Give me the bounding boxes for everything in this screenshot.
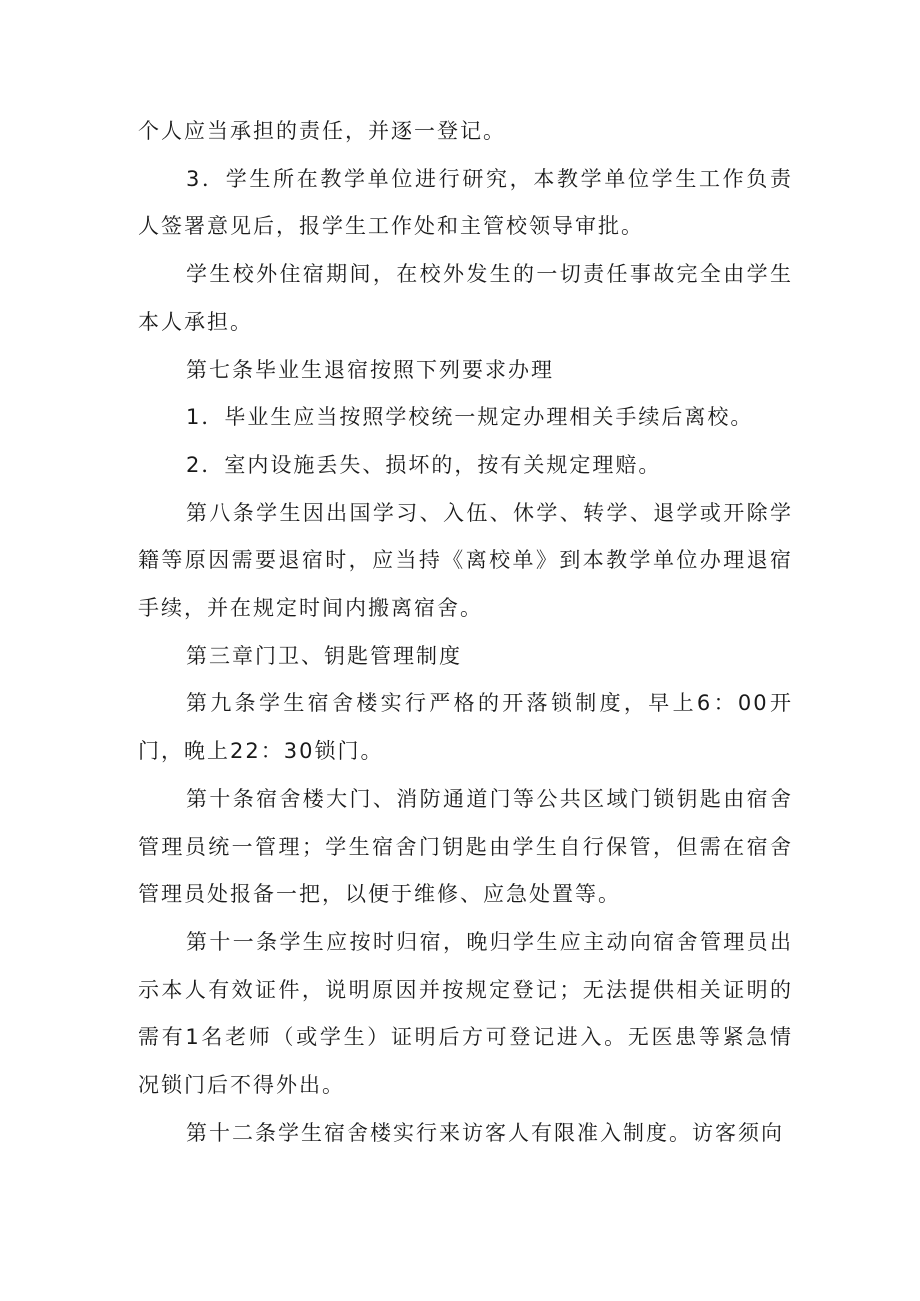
paragraph-3: 学生校外住宿期间，在校外发生的一切责任事故完全由学生本人承担。 xyxy=(138,262,793,334)
article-12: 第十二条学生宿舍楼实行来访客人有限准入制度。访客须向 xyxy=(186,1120,784,1145)
chapter-3-heading: 第三章门卫、钥匙管理制度 xyxy=(186,643,462,668)
article-10: 第十条宿舍楼大门、消防通道门等公共区域门锁钥匙由宿舍管理员统一管理；学生宿舍门钥匙由学生自行保管，但需在宿舍管理员处报备一把，以便于维修、应急处置等。 xyxy=(138,786,793,907)
document-body xyxy=(138,108,793,1157)
paragraph-1: 个人应当承担的责任，并逐一登记。 xyxy=(138,119,506,143)
article-11: 第十一条学生应按时归宿，晚归学生应主动向宿舍管理员出示本人有效证件，说明原因并按规定登记；无法提供相关证明的需有1名老师（或学生）证明后方可登记进入。无医患等紧急情况锁门后不得外出。 xyxy=(138,929,793,1098)
article-9: 第九条学生宿舍楼实行严格的开落锁制度，早上6：00开门，晚上22：30锁门。 xyxy=(138,691,793,764)
paragraph-2: 3．学生所在教学单位进行研究，本教学单位学生工作负责人签署意见后，报学生工作处和主管校领导审批。 xyxy=(138,166,793,239)
article-7-heading: 第七条毕业生退宿按照下列要求办理 xyxy=(186,357,554,382)
article-8: 第八条学生因出国学习、入伍、休学、转学、退学或开除学籍等原因需要退宿时，应当持《离校单》到本教学单位办理退宿手续，并在规定时间内搬离宿舍。 xyxy=(138,500,793,621)
paragraph-5: 1．毕业生应当按照学校统一规定办理相关手续后离校。 xyxy=(186,405,754,430)
paragraph-6: 2．室内设施丢失、损坏的，按有关规定理赔。 xyxy=(186,452,662,477)
